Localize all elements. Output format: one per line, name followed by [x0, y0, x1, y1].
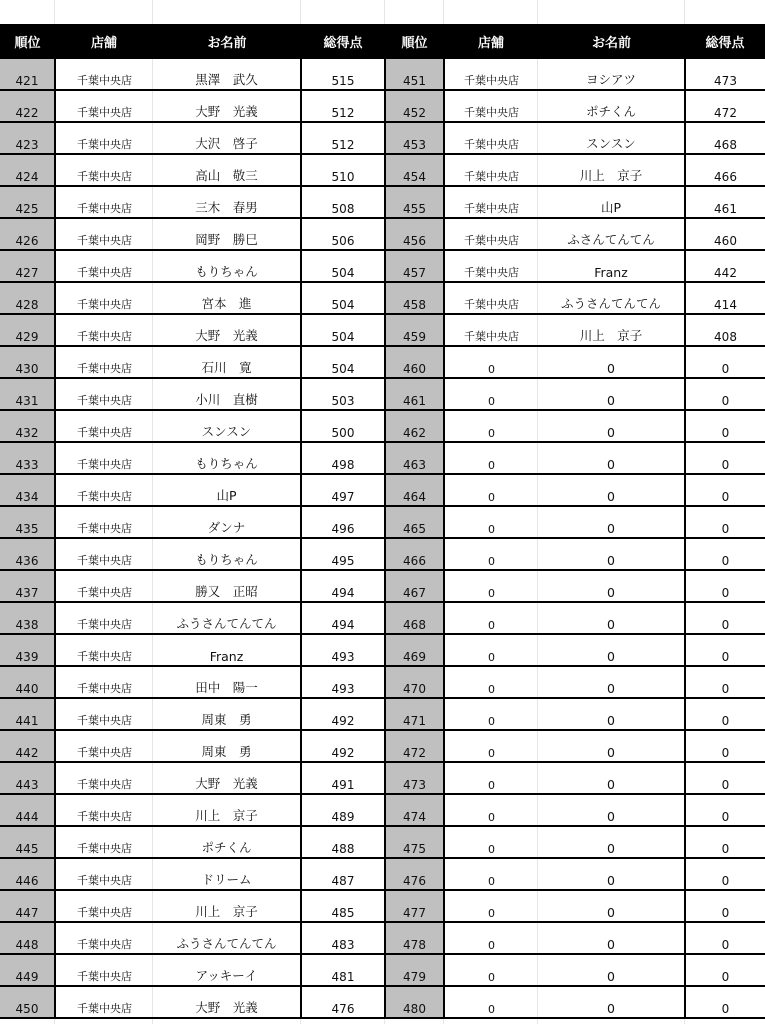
store-cell-right: 0 — [444, 602, 538, 634]
score-cell-left: 481 — [301, 954, 385, 986]
name-cell-left: 勝又 正昭 — [153, 570, 301, 602]
store-cell-right: 千葉中央店 — [444, 186, 538, 218]
rank-cell-right: 456 — [385, 218, 444, 250]
score-cell-right: 0 — [685, 538, 765, 570]
rank-cell-left: 445 — [0, 826, 55, 858]
score-cell-left: 494 — [301, 602, 385, 634]
score-cell-right: 408 — [685, 314, 765, 346]
rank-cell-left: 429 — [0, 314, 55, 346]
name-cell-left: 岡野 勝巳 — [153, 218, 301, 250]
name-cell-right: 0 — [538, 602, 685, 634]
table-row — [0, 762, 765, 794]
rank-cell-right: 472 — [385, 730, 444, 762]
header-store-right: 店舗 — [444, 24, 538, 59]
store-cell-left: 千葉中央店 — [55, 730, 153, 762]
rank-cell-left: 446 — [0, 858, 55, 890]
rank-cell-left: 423 — [0, 122, 55, 154]
table-row — [0, 314, 765, 346]
rank-cell-left: 437 — [0, 570, 55, 602]
ranking-table-header — [0, 24, 765, 59]
name-cell-left: 周東 勇 — [153, 730, 301, 762]
name-cell-right: 0 — [538, 922, 685, 954]
store-cell-right: 千葉中央店 — [444, 154, 538, 186]
name-cell-left: 大野 光義 — [153, 90, 301, 122]
name-cell-left: 石川 寛 — [153, 346, 301, 378]
score-cell-right: 0 — [685, 410, 765, 442]
header-name-left: お名前 — [153, 24, 301, 59]
rank-cell-right: 470 — [385, 666, 444, 698]
store-cell-left: 千葉中央店 — [55, 602, 153, 634]
name-cell-right: 川上 京子 — [538, 154, 685, 186]
name-cell-left: 大沢 啓子 — [153, 122, 301, 154]
header-store-left: 店舗 — [55, 24, 153, 59]
rank-cell-right: 454 — [385, 154, 444, 186]
rank-cell-left: 439 — [0, 634, 55, 666]
name-cell-right: 0 — [538, 506, 685, 538]
score-cell-left: 491 — [301, 762, 385, 794]
table-row — [0, 282, 765, 314]
table-row — [0, 858, 765, 890]
rank-cell-right: 465 — [385, 506, 444, 538]
table-row — [0, 442, 765, 474]
table-row — [0, 250, 765, 282]
name-cell-right: 0 — [538, 570, 685, 602]
rank-cell-left: 447 — [0, 890, 55, 922]
store-cell-left: 千葉中央店 — [55, 634, 153, 666]
rank-cell-right: 477 — [385, 890, 444, 922]
rank-cell-left: 436 — [0, 538, 55, 570]
rank-cell-left: 444 — [0, 794, 55, 826]
store-cell-left: 千葉中央店 — [55, 762, 153, 794]
store-cell-left: 千葉中央店 — [55, 442, 153, 474]
name-cell-right: 0 — [538, 698, 685, 730]
rank-cell-right: 462 — [385, 410, 444, 442]
name-cell-right: 0 — [538, 442, 685, 474]
score-cell-right: 0 — [685, 698, 765, 730]
store-cell-left: 千葉中央店 — [55, 858, 153, 890]
score-cell-left: 476 — [301, 986, 385, 1018]
name-cell-left: 小川 直樹 — [153, 378, 301, 410]
rank-cell-right: 473 — [385, 762, 444, 794]
rank-cell-left: 449 — [0, 954, 55, 986]
ranking-table-body — [0, 59, 765, 1018]
store-cell-left: 千葉中央店 — [55, 186, 153, 218]
name-cell-right: 0 — [538, 890, 685, 922]
score-cell-left: 510 — [301, 154, 385, 186]
store-cell-right: 0 — [444, 826, 538, 858]
score-cell-right: 0 — [685, 666, 765, 698]
store-cell-left: 千葉中央店 — [55, 570, 153, 602]
score-cell-right: 442 — [685, 250, 765, 282]
rank-cell-right: 464 — [385, 474, 444, 506]
rank-cell-left: 432 — [0, 410, 55, 442]
score-cell-left: 489 — [301, 794, 385, 826]
rank-cell-right: 452 — [385, 90, 444, 122]
rank-cell-right: 458 — [385, 282, 444, 314]
score-cell-right: 0 — [685, 442, 765, 474]
name-cell-left: 大野 光義 — [153, 314, 301, 346]
name-cell-left: 山P — [153, 474, 301, 506]
score-cell-left: 504 — [301, 346, 385, 378]
name-cell-left: 周東 勇 — [153, 698, 301, 730]
score-cell-left: 512 — [301, 90, 385, 122]
header-score-left: 総得点 — [301, 24, 385, 59]
table-row — [0, 506, 765, 538]
score-cell-left: 498 — [301, 442, 385, 474]
rank-cell-right: 469 — [385, 634, 444, 666]
rank-cell-left: 450 — [0, 986, 55, 1018]
name-cell-right: 0 — [538, 730, 685, 762]
score-cell-right: 0 — [685, 826, 765, 858]
store-cell-right: 0 — [444, 986, 538, 1018]
score-cell-right: 460 — [685, 218, 765, 250]
rank-cell-left: 425 — [0, 186, 55, 218]
store-cell-left: 千葉中央店 — [55, 826, 153, 858]
score-cell-right: 0 — [685, 858, 765, 890]
name-cell-right: 山P — [538, 186, 685, 218]
store-cell-right: 千葉中央店 — [444, 122, 538, 154]
store-cell-right: 0 — [444, 378, 538, 410]
store-cell-right: 千葉中央店 — [444, 90, 538, 122]
score-cell-left: 500 — [301, 410, 385, 442]
score-cell-right: 0 — [685, 346, 765, 378]
store-cell-right: 0 — [444, 634, 538, 666]
score-cell-left: 492 — [301, 730, 385, 762]
name-cell-left: アッキーイ — [153, 954, 301, 986]
table-row — [0, 698, 765, 730]
score-cell-right: 0 — [685, 890, 765, 922]
store-cell-left: 千葉中央店 — [55, 698, 153, 730]
store-cell-right: 0 — [444, 730, 538, 762]
rank-cell-right: 468 — [385, 602, 444, 634]
store-cell-right: 0 — [444, 474, 538, 506]
table-row — [0, 890, 765, 922]
score-cell-right: 0 — [685, 954, 765, 986]
header-rank-left: 順位 — [0, 24, 55, 59]
score-cell-right: 0 — [685, 570, 765, 602]
table-row — [0, 122, 765, 154]
table-row — [0, 954, 765, 986]
score-cell-left: 487 — [301, 858, 385, 890]
store-cell-left: 千葉中央店 — [55, 890, 153, 922]
score-cell-right: 472 — [685, 90, 765, 122]
name-cell-right: 0 — [538, 538, 685, 570]
store-cell-left: 千葉中央店 — [55, 122, 153, 154]
store-cell-left: 千葉中央店 — [55, 506, 153, 538]
store-cell-right: 0 — [444, 954, 538, 986]
store-cell-right: 千葉中央店 — [444, 282, 538, 314]
rank-cell-left: 421 — [0, 59, 55, 90]
name-cell-right: Franz — [538, 250, 685, 282]
store-cell-right: 0 — [444, 346, 538, 378]
store-cell-left: 千葉中央店 — [55, 378, 153, 410]
store-cell-left: 千葉中央店 — [55, 474, 153, 506]
store-cell-left: 千葉中央店 — [55, 218, 153, 250]
score-cell-left: 485 — [301, 890, 385, 922]
table-row — [0, 90, 765, 122]
rank-cell-left: 434 — [0, 474, 55, 506]
name-cell-right: 0 — [538, 666, 685, 698]
name-cell-right: 0 — [538, 762, 685, 794]
rank-cell-right: 466 — [385, 538, 444, 570]
store-cell-right: 千葉中央店 — [444, 250, 538, 282]
rank-cell-left: 428 — [0, 282, 55, 314]
score-cell-right: 0 — [685, 730, 765, 762]
score-cell-left: 493 — [301, 666, 385, 698]
name-cell-right: 0 — [538, 794, 685, 826]
header-name-right: お名前 — [538, 24, 685, 59]
store-cell-right: 0 — [444, 570, 538, 602]
store-cell-left: 千葉中央店 — [55, 666, 153, 698]
score-cell-right: 0 — [685, 794, 765, 826]
score-cell-left: 504 — [301, 282, 385, 314]
table-row — [0, 666, 765, 698]
name-cell-left: スンスン — [153, 410, 301, 442]
store-cell-right: 0 — [444, 762, 538, 794]
store-cell-left: 千葉中央店 — [55, 59, 153, 90]
table-row — [0, 730, 765, 762]
name-cell-right: 0 — [538, 986, 685, 1018]
rank-cell-left: 422 — [0, 90, 55, 122]
name-cell-right: スンスン — [538, 122, 685, 154]
rank-cell-right: 479 — [385, 954, 444, 986]
score-cell-left: 495 — [301, 538, 385, 570]
name-cell-left: 三木 春男 — [153, 186, 301, 218]
name-cell-left: もりちゃん — [153, 538, 301, 570]
score-cell-right: 0 — [685, 922, 765, 954]
store-cell-right: 0 — [444, 794, 538, 826]
name-cell-right: 0 — [538, 346, 685, 378]
score-cell-right: 0 — [685, 602, 765, 634]
name-cell-left: ふうさんてんてん — [153, 602, 301, 634]
rank-cell-right: 457 — [385, 250, 444, 282]
table-row — [0, 186, 765, 218]
store-cell-left: 千葉中央店 — [55, 90, 153, 122]
score-cell-left: 515 — [301, 59, 385, 90]
rank-cell-left: 427 — [0, 250, 55, 282]
rank-cell-right: 480 — [385, 986, 444, 1018]
header-score-right: 総得点 — [685, 24, 765, 59]
store-cell-right: 千葉中央店 — [444, 59, 538, 90]
store-cell-right: 0 — [444, 890, 538, 922]
rank-cell-right: 471 — [385, 698, 444, 730]
table-row — [0, 59, 765, 90]
score-cell-left: 493 — [301, 634, 385, 666]
score-cell-right: 0 — [685, 634, 765, 666]
header-rank-right: 順位 — [385, 24, 444, 59]
name-cell-left: 黒澤 武久 — [153, 59, 301, 90]
score-cell-left: 492 — [301, 698, 385, 730]
store-cell-left: 千葉中央店 — [55, 346, 153, 378]
store-cell-right: 0 — [444, 858, 538, 890]
store-cell-left: 千葉中央店 — [55, 922, 153, 954]
table-row — [0, 346, 765, 378]
rank-cell-left: 443 — [0, 762, 55, 794]
rank-cell-right: 455 — [385, 186, 444, 218]
rank-cell-right: 463 — [385, 442, 444, 474]
store-cell-right: 0 — [444, 410, 538, 442]
rank-cell-right: 451 — [385, 59, 444, 90]
score-cell-left: 506 — [301, 218, 385, 250]
name-cell-left: ポチくん — [153, 826, 301, 858]
name-cell-left: 大野 光義 — [153, 762, 301, 794]
store-cell-right: 0 — [444, 442, 538, 474]
name-cell-right: ヨシアツ — [538, 59, 685, 90]
table-row — [0, 826, 765, 858]
score-cell-right: 461 — [685, 186, 765, 218]
name-cell-right: 0 — [538, 474, 685, 506]
name-cell-left: 大野 光義 — [153, 986, 301, 1018]
store-cell-left: 千葉中央店 — [55, 538, 153, 570]
name-cell-right: ふさんてんてん — [538, 218, 685, 250]
name-cell-left: もりちゃん — [153, 250, 301, 282]
name-cell-right: 0 — [538, 410, 685, 442]
rank-cell-left: 448 — [0, 922, 55, 954]
header-row — [0, 24, 765, 59]
store-cell-left: 千葉中央店 — [55, 250, 153, 282]
score-cell-left: 483 — [301, 922, 385, 954]
store-cell-left: 千葉中央店 — [55, 410, 153, 442]
score-cell-right: 466 — [685, 154, 765, 186]
table-row — [0, 986, 765, 1018]
name-cell-left: ふうさんてんてん — [153, 922, 301, 954]
table-row — [0, 474, 765, 506]
score-cell-left: 497 — [301, 474, 385, 506]
store-cell-left: 千葉中央店 — [55, 314, 153, 346]
score-cell-left: 504 — [301, 314, 385, 346]
rank-cell-right: 453 — [385, 122, 444, 154]
score-cell-right: 0 — [685, 506, 765, 538]
name-cell-right: 川上 京子 — [538, 314, 685, 346]
rank-cell-left: 430 — [0, 346, 55, 378]
table-row — [0, 922, 765, 954]
rank-cell-left: 435 — [0, 506, 55, 538]
rank-cell-left: 431 — [0, 378, 55, 410]
store-cell-left: 千葉中央店 — [55, 282, 153, 314]
name-cell-right: 0 — [538, 378, 685, 410]
score-cell-right: 0 — [685, 378, 765, 410]
table-row — [0, 538, 765, 570]
store-cell-left: 千葉中央店 — [55, 986, 153, 1018]
store-cell-right: 0 — [444, 698, 538, 730]
score-cell-right: 0 — [685, 762, 765, 794]
rank-cell-left: 426 — [0, 218, 55, 250]
rank-cell-right: 461 — [385, 378, 444, 410]
name-cell-right: 0 — [538, 858, 685, 890]
rank-cell-right: 478 — [385, 922, 444, 954]
score-cell-right: 414 — [685, 282, 765, 314]
rank-cell-left: 438 — [0, 602, 55, 634]
table-row — [0, 602, 765, 634]
name-cell-left: 田中 陽一 — [153, 666, 301, 698]
name-cell-right: ふうさんてんてん — [538, 282, 685, 314]
name-cell-left: ダンナ — [153, 506, 301, 538]
rank-cell-right: 474 — [385, 794, 444, 826]
rank-cell-left: 424 — [0, 154, 55, 186]
rank-cell-right: 459 — [385, 314, 444, 346]
name-cell-right: 0 — [538, 826, 685, 858]
store-cell-right: 千葉中央店 — [444, 218, 538, 250]
rank-cell-left: 442 — [0, 730, 55, 762]
score-cell-right: 0 — [685, 474, 765, 506]
rank-cell-left: 441 — [0, 698, 55, 730]
name-cell-left: 宮本 進 — [153, 282, 301, 314]
score-cell-right: 468 — [685, 122, 765, 154]
score-cell-left: 503 — [301, 378, 385, 410]
rank-cell-right: 467 — [385, 570, 444, 602]
rank-cell-left: 433 — [0, 442, 55, 474]
name-cell-right: 0 — [538, 954, 685, 986]
name-cell-left: 高山 敬三 — [153, 154, 301, 186]
store-cell-left: 千葉中央店 — [55, 794, 153, 826]
name-cell-left: 川上 京子 — [153, 794, 301, 826]
score-cell-left: 488 — [301, 826, 385, 858]
name-cell-left: Franz — [153, 634, 301, 666]
rank-cell-right: 475 — [385, 826, 444, 858]
store-cell-right: 0 — [444, 506, 538, 538]
score-cell-left: 494 — [301, 570, 385, 602]
table-row — [0, 634, 765, 666]
table-row — [0, 410, 765, 442]
store-cell-left: 千葉中央店 — [55, 154, 153, 186]
rank-cell-right: 476 — [385, 858, 444, 890]
table-row — [0, 794, 765, 826]
store-cell-left: 千葉中央店 — [55, 954, 153, 986]
ranking-table — [0, 24, 765, 1019]
score-cell-left: 508 — [301, 186, 385, 218]
name-cell-right: ポチくん — [538, 90, 685, 122]
table-row — [0, 378, 765, 410]
store-cell-right: 0 — [444, 666, 538, 698]
name-cell-left: 川上 京子 — [153, 890, 301, 922]
table-row — [0, 154, 765, 186]
store-cell-right: 0 — [444, 538, 538, 570]
score-cell-left: 496 — [301, 506, 385, 538]
store-cell-right: 0 — [444, 922, 538, 954]
table-row — [0, 570, 765, 602]
score-cell-right: 473 — [685, 59, 765, 90]
table-row — [0, 218, 765, 250]
rank-cell-left: 440 — [0, 666, 55, 698]
store-cell-right: 千葉中央店 — [444, 314, 538, 346]
score-cell-right: 0 — [685, 986, 765, 1018]
name-cell-left: ドリーム — [153, 858, 301, 890]
name-cell-left: もりちゃん — [153, 442, 301, 474]
score-cell-left: 504 — [301, 250, 385, 282]
rank-cell-right: 460 — [385, 346, 444, 378]
name-cell-right: 0 — [538, 634, 685, 666]
score-cell-left: 512 — [301, 122, 385, 154]
